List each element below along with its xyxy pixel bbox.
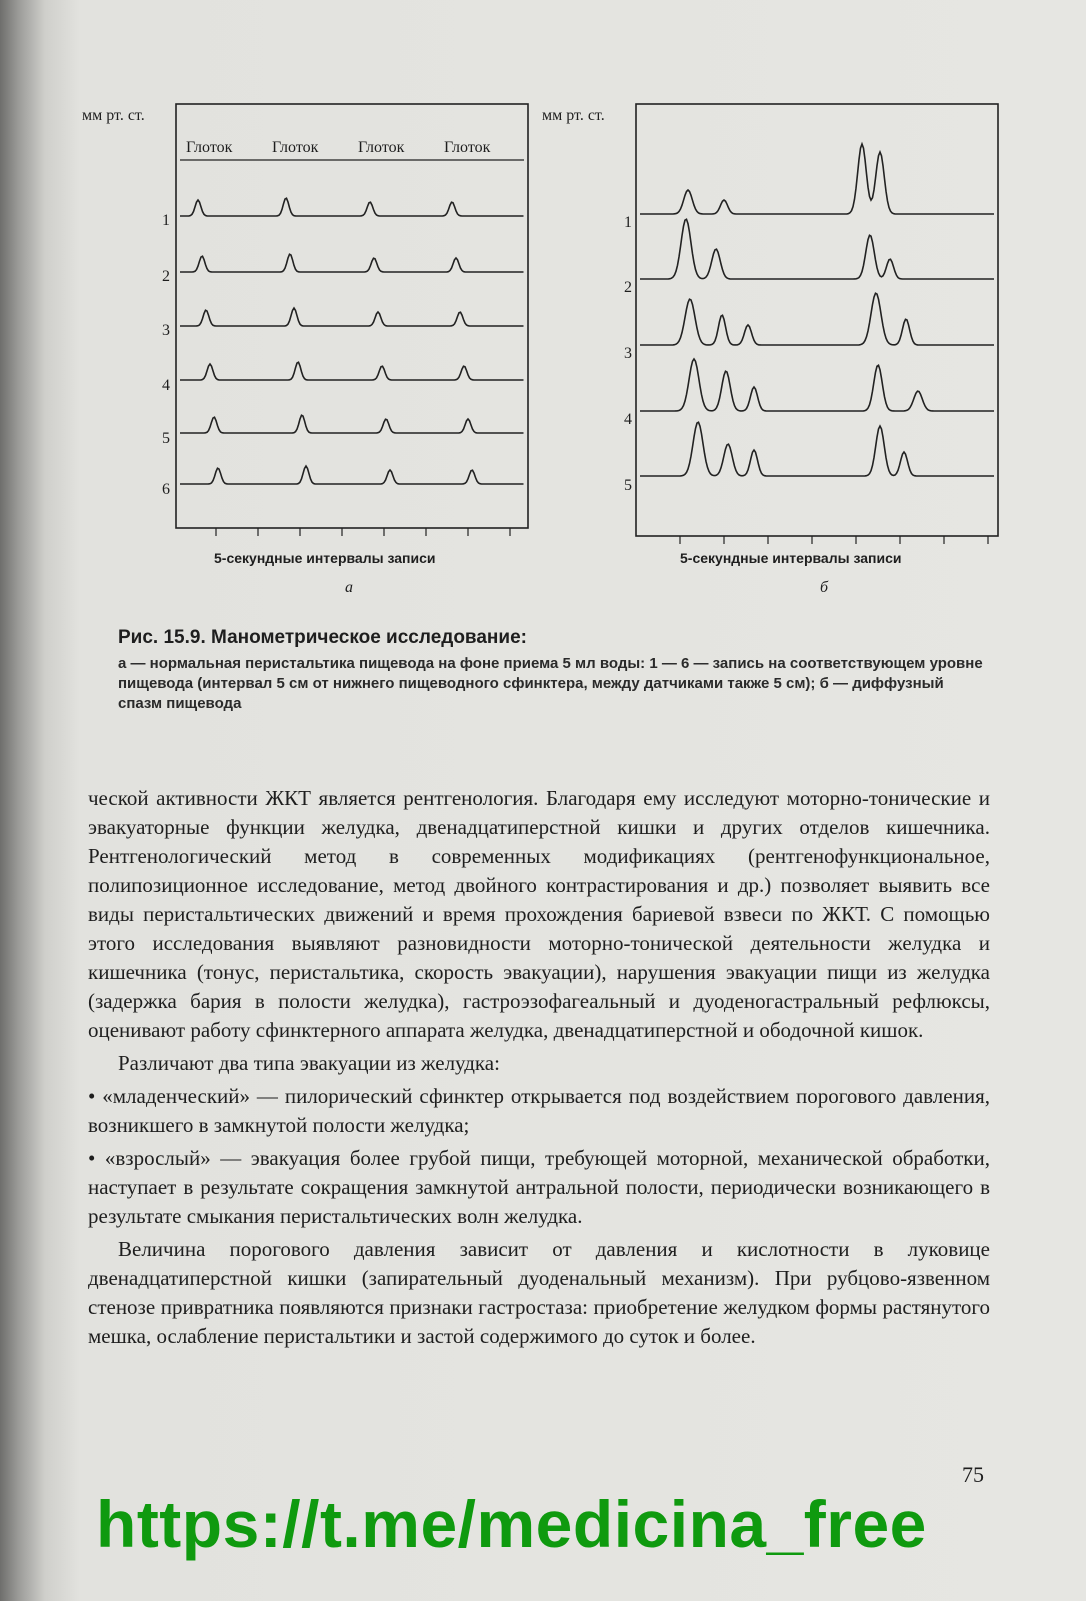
channel-a-2: 2 <box>162 268 170 285</box>
channel-b-5: 5 <box>624 477 632 494</box>
channel-b-3: 3 <box>624 345 632 362</box>
trace-a-5 <box>180 415 524 433</box>
trace-a-2 <box>180 254 524 272</box>
channel-a-5: 5 <box>162 430 170 447</box>
swallow-label-3: Глоток <box>358 139 405 156</box>
figure-manometry <box>0 0 1086 620</box>
channel-b-2: 2 <box>624 279 632 296</box>
trace-b-2 <box>640 219 994 279</box>
trace-a-6 <box>180 466 524 484</box>
watermark-link[interactable]: https://t.me/medicina_free <box>96 1487 927 1561</box>
swallow-label-2: Глоток <box>272 139 319 156</box>
figure-caption <box>118 628 988 714</box>
bullet-2: • «взрослый» — эвакуация более грубой пищи, требующей моторной, механической обработки, наступает в результате сокращения замкнутой антральной полости, периодически возникающего в результате смыкания перистальтических волн желудка. <box>88 1146 990 1228</box>
swallow-label-4: Глоток <box>444 139 491 156</box>
panel-a-letter: а <box>345 579 353 596</box>
trace-b-1 <box>640 144 994 214</box>
swallow-label-1: Глоток <box>186 139 233 156</box>
panel-b-ylabel: мм рт. ст. <box>542 107 605 124</box>
paragraph-2: Различают два типа эвакуации из желудка: <box>118 1051 500 1075</box>
trace-a-3 <box>180 308 524 326</box>
panel-a-traces <box>180 198 524 484</box>
panel-a-frame <box>176 104 528 528</box>
channel-b-4: 4 <box>624 411 632 428</box>
figure-svg <box>0 0 1086 620</box>
trace-a-4 <box>180 362 524 380</box>
channel-a-3: 3 <box>162 322 170 339</box>
caption-text: а — нормальная перистальтика пищевода на фоне приема 5 мл воды: 1 — 6 — запись на соответствующем уровне пищевода (интервал 5 см от нижнего пищеводного сфинктера, между датчиками также 5 см); б — диффузный спазм пищевода <box>118 655 983 712</box>
trace-a-1 <box>180 198 524 216</box>
trace-b-3 <box>640 293 994 345</box>
trace-b-5 <box>640 422 994 476</box>
panel-a-ylabel: мм рт. ст. <box>82 107 145 124</box>
paragraph-1: ческой активности ЖКТ является рентгенология. Благодаря ему исследуют моторно-тонические и эвакуаторные функции желудка, двенадцатиперстной кишки и других отделов кишечника. Рентгенологический метод в современных модификациях (рентгенофункциональное, полипозиционное исследование, метод двойного контрастирования и др.) позволяет выявить все виды перистальтических движений и время прохождения бариевой взвеси по ЖКТ. С помощью этого исследования выявляют разновидности моторно-тонической деятельности желудка и кишечника (тонус, перистальтика, скорость эвакуации), нарушения эвакуации пищи из желудка (задержка бария в полости желудка), гастроэзофагеальный и дуоденогастральный рефлюксы, оценивают работу сфинктерного аппарата желудка, двенадцатиперстной и ободочной кишок. <box>88 786 990 1042</box>
paragraph-3: Величина порогового давления зависит от давления и кислотности в луковице двенадцатиперстной кишки (запирательный дуоденальный механизм). При рубцово-язвенном стенозе привратника появляются признаки гастростаза: приобретение желудком формы растянутого мешка, ослабление перистальтики и застой содержимого до суток и более. <box>88 1237 990 1348</box>
caption-title: Рис. 15.9. Манометрическое исследование: <box>118 627 527 648</box>
panel-b <box>542 104 998 596</box>
bullet-1: • «младенческий» — пилорический сфинктер открывается под воздействием порогового давления, возникшего в замкнутой полости желудка; <box>88 1084 990 1137</box>
panel-b-xlabel: 5-секундные интервалы записи <box>680 550 902 566</box>
channel-a-1: 1 <box>162 212 170 229</box>
panel-b-traces <box>640 144 994 476</box>
trace-b-4 <box>640 359 994 411</box>
panel-a-xlabel: 5-секундные интервалы записи <box>214 550 436 566</box>
panel-b-letter: б <box>820 579 829 596</box>
panel-b-frame <box>636 104 998 536</box>
panel-a <box>82 104 528 596</box>
body-text <box>88 784 990 1351</box>
channel-a-4: 4 <box>162 377 170 394</box>
channel-b-1: 1 <box>624 214 632 231</box>
page-number: 75 <box>962 1462 984 1487</box>
channel-a-6: 6 <box>162 481 170 498</box>
